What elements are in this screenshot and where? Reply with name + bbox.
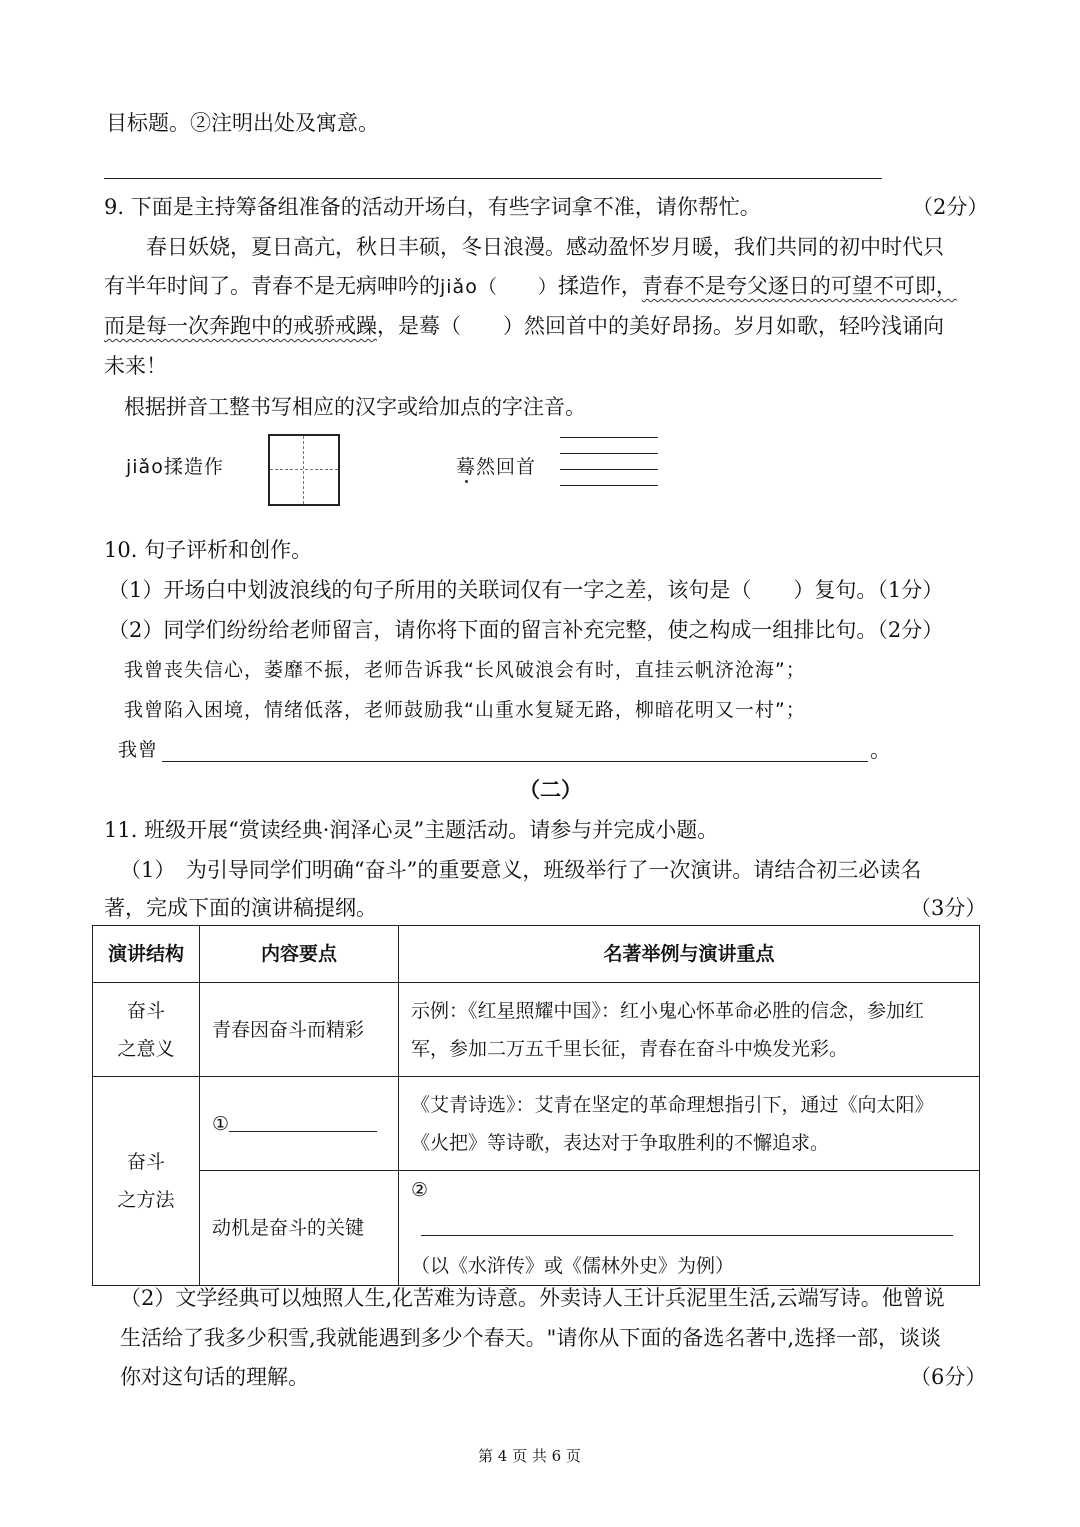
q11-sub2-line2: 生活给了我多少积雪,我就能遇到多少个春天。"请你从下面的备选名著中,选择一部，谈谈 — [120, 1326, 942, 1350]
q9-para-line2 — [104, 271, 957, 302]
q10-sub2: （2）同学们纷纷给老师留言，请你将下面的留言补充完整，使之构成一组排比句。（2分） — [108, 618, 944, 642]
q9-stem: 9. 下面是主持筹备组准备的活动开场白，有些字词拿不准，请你帮忙。 — [104, 195, 761, 219]
q9-para-line3 — [104, 311, 944, 341]
q9-instruction: 根据拼音工整书写相应的汉字或给加点的字注音。 — [124, 395, 586, 419]
pinyin-line-1[interactable] — [560, 437, 658, 438]
header-points: 内容要点 — [200, 926, 399, 983]
answer-line-q8[interactable] — [104, 178, 882, 179]
q11-sub1-score: （3分） — [910, 896, 987, 920]
row1-example-b: 军，参加二万五千里长征，青春在奋斗中焕发光彩。 — [411, 1037, 849, 1060]
q9-para-line3-b: ，是蓦（ ）然回首中的美好昂扬。岁月如歌，轻吟浅诵向 — [377, 314, 944, 338]
q10-answer-line[interactable] — [162, 761, 868, 762]
row1-point: 青春因奋斗而精彩 — [200, 983, 399, 1077]
row3-example-b: （以《水浒传》或《儒林外史》为例） — [411, 1255, 735, 1277]
pinyin-line-2[interactable] — [560, 453, 658, 454]
q9-writing-box[interactable] — [268, 434, 340, 506]
q10-stem: 10. 句子评析和创作。 — [104, 538, 313, 562]
q9-wavy-sentence-1: 青春不是夸父逐日的可望不可即， — [641, 274, 957, 298]
q9-para-line4: 未来！ — [104, 354, 167, 378]
q9-score: （2分） — [912, 195, 989, 219]
row2-point[interactable] — [200, 1077, 399, 1171]
row2-example-a: 《艾青诗选》：艾青在坚定的革命理想指引下，通过《向太阳》 — [411, 1093, 934, 1116]
row3-marker: ② — [411, 1179, 429, 1201]
row3-example-a[interactable] — [411, 1171, 967, 1247]
header-structure: 演讲结构 — [93, 926, 200, 983]
q8-tail-text: 目标题。②注明出处及寓意。 — [106, 111, 379, 135]
speech-outline-table — [92, 925, 980, 1286]
row2-structure-a: 奋斗 — [126, 1151, 165, 1173]
q10-sentence-3-start: 我曾 — [118, 739, 159, 761]
row2-answer-line[interactable] — [229, 1131, 377, 1132]
q11-stem: 11. 班级开展“赏读经典·润泽心灵”主题活动。请参与并完成小题。 — [104, 818, 719, 842]
q10-sub1: （1）开场白中划波浪线的句子所用的关联词仅有一字之差，该句是（ ）复句。（1分） — [108, 578, 944, 602]
q9-para-line1: 春日妖娆，夏日高亢，秋日丰硕，冬日浪漫。感动盈怀岁月暖，我们共同的初中时代只 — [146, 235, 944, 259]
table-row — [93, 983, 980, 1077]
q11-sub2-line1: （2）文学经典可以烛照人生,化苦难为诗意。外卖诗人王计兵泥里生活,云端写诗。他曾说 — [120, 1286, 945, 1310]
q9-wavy-sentence-2: 而是每一次奔跑中的戒骄戒躁 — [104, 314, 377, 338]
q10-sentence-3-end: 。 — [870, 738, 891, 762]
q9-para-line2-a: 有半年时间了。青春不是无病呻吟的 — [104, 274, 440, 298]
q10-sentence-2: 我曾陷入困境，情绪低落，老师鼓励我“山重水复疑无路，柳暗花明又一村”； — [124, 699, 806, 721]
q9-item1-label: jiǎo揉造作 — [126, 456, 224, 478]
q11-sub2-line3: 你对这句话的理解。 — [120, 1365, 309, 1389]
row2-structure — [93, 1077, 200, 1286]
table-header-row — [93, 926, 980, 983]
q9-para-line2-b: 揉造作， — [557, 274, 642, 298]
q11-sub2-score: （6分） — [910, 1365, 987, 1389]
row3-example[interactable] — [399, 1171, 980, 1286]
row1-structure-b: 之意义 — [117, 1037, 175, 1060]
row2-example-b: 《火把》等诗歌，表达对于争取胜利的不懈追求。 — [411, 1131, 830, 1154]
page-footer: 第 4 页 共 6 页 — [478, 1447, 581, 1465]
row3-answer-line[interactable] — [421, 1235, 953, 1236]
header-examples: 名著举例与演讲重点 — [399, 926, 980, 983]
table-row — [93, 1171, 980, 1286]
table-row — [93, 1077, 980, 1171]
pinyin-line-4[interactable] — [560, 485, 658, 486]
row1-example-a: 示例：《红星照耀中国》：红小鬼心怀革命必胜的信念，参加红 — [411, 999, 925, 1022]
section-title: （二） — [519, 778, 582, 802]
row1-example — [399, 983, 980, 1077]
q10-sentence-1: 我曾丧失信心，萎靡不振，老师告诉我“长风破浪会有时，直挂云帆济沧海”； — [124, 659, 806, 681]
row1-structure — [93, 983, 200, 1077]
row3-point: 动机是奋斗的关键 — [200, 1171, 399, 1286]
row1-structure-a: 奋斗 — [126, 999, 165, 1022]
row2-structure-b: 之方法 — [117, 1189, 175, 1211]
emphasis-dot — [465, 480, 468, 483]
q9-pinyin-blank[interactable]: jiǎo（ ） — [440, 276, 558, 298]
row2-point-marker: ① — [212, 1112, 230, 1135]
row2-example — [399, 1077, 980, 1171]
q9-item2-label: 蓦然回首 — [456, 456, 537, 478]
pinyin-line-3[interactable] — [560, 469, 658, 470]
q11-sub1-line1: （1） 为引导同学们明确“奋斗”的重要意义，班级举行了一次演讲。请结合初三必读名 — [120, 858, 922, 882]
q11-sub1-line2: 著，完成下面的演讲稿提纲。 — [104, 896, 377, 920]
